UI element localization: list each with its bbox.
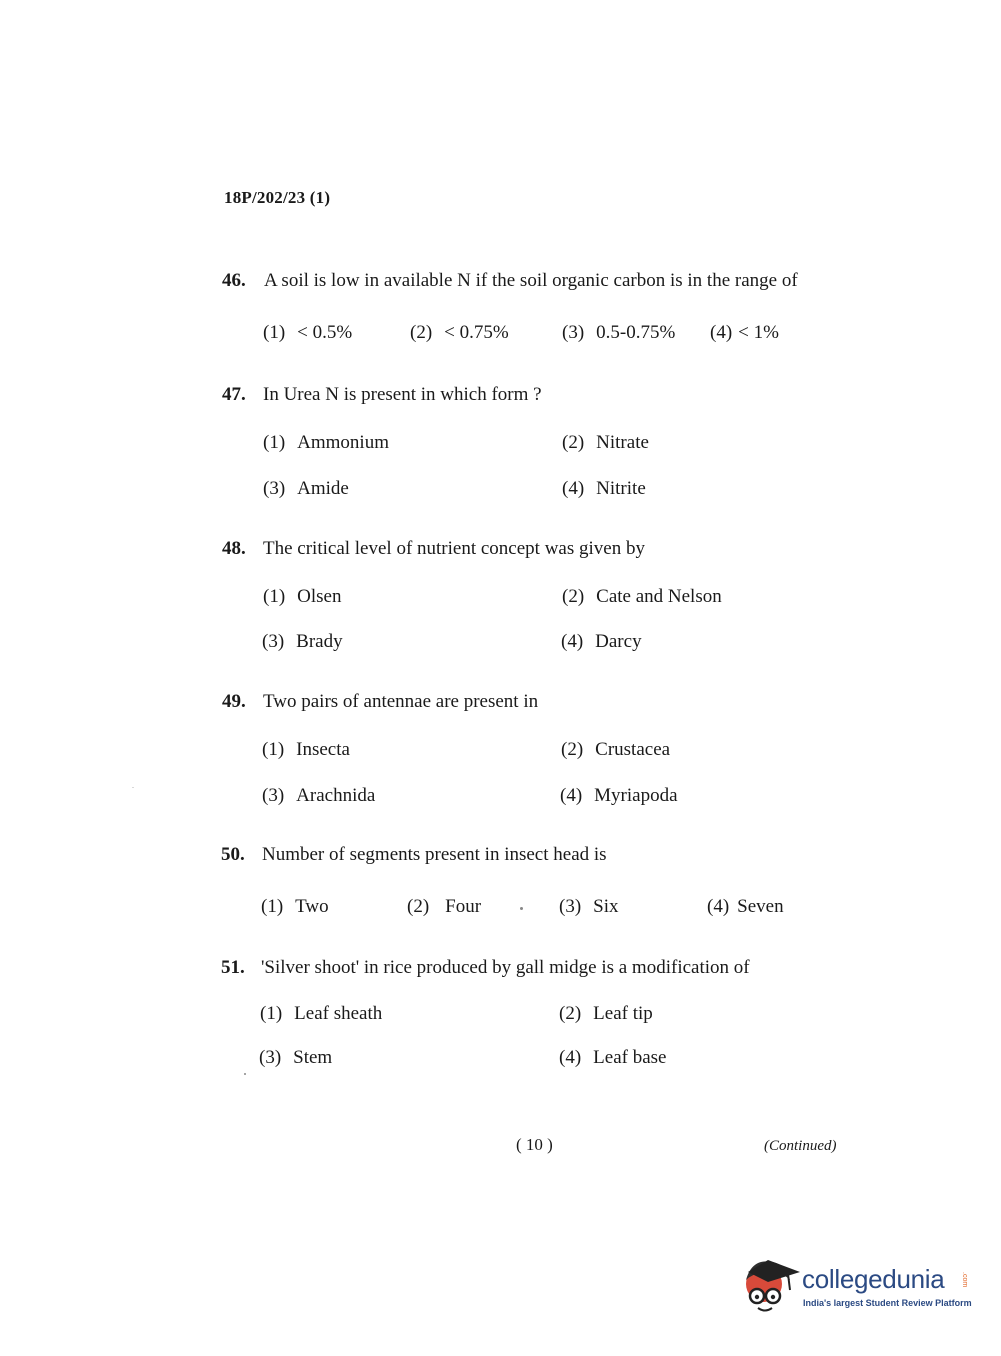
question-number: 47.: [222, 384, 246, 405]
option-label: (2): [562, 432, 585, 453]
option-text: Two: [295, 896, 329, 917]
option-label: (1): [260, 1003, 283, 1024]
option-text: Six: [593, 896, 619, 917]
option-text: Cate and Nelson: [596, 586, 722, 607]
option-text: Brady: [296, 631, 343, 652]
option-1: [263, 432, 389, 454]
question-number: 46.: [222, 270, 246, 291]
option-4: [561, 631, 642, 653]
option-text: Amide: [297, 478, 349, 499]
option-text: Arachnida: [296, 785, 376, 806]
option-label: (3): [262, 785, 285, 806]
option-2: [561, 739, 670, 761]
option-text: Ammonium: [297, 432, 389, 453]
option-2: [562, 586, 722, 608]
question-number: 50.: [221, 844, 245, 865]
brand-name: collegedunia: [802, 1264, 945, 1294]
option-3: [559, 896, 619, 918]
option-label: (4): [562, 478, 585, 499]
option-label: (4): [559, 1047, 582, 1068]
option-3: [562, 322, 675, 344]
scan-speck: [132, 787, 134, 788]
question-number: 49.: [222, 691, 246, 712]
option-text: Crustacea: [595, 739, 671, 760]
option-4: [710, 322, 779, 344]
page-number: ( 10 ): [516, 1135, 553, 1154]
option-label: (4): [707, 896, 730, 917]
option-text: Leaf sheath: [294, 1003, 383, 1024]
option-label: (1): [263, 322, 286, 343]
option-text: Nitrite: [596, 478, 646, 499]
question-text: 'Silver shoot' in rice produced by gall midge is a modification of: [261, 957, 750, 978]
scan-speck: [244, 1073, 246, 1075]
option-1: [263, 322, 352, 344]
option-text: Olsen: [297, 586, 342, 607]
option-text: Darcy: [595, 631, 642, 652]
brand-tagline: India's largest Student Review Platform: [803, 1298, 972, 1308]
option-text: Myriapoda: [594, 785, 678, 806]
collegedunia-watermark: [742, 1250, 972, 1320]
option-label: (1): [263, 586, 286, 607]
question-text: In Urea N is present in which form ?: [263, 384, 542, 405]
question-number: 51.: [221, 957, 245, 978]
option-3: [262, 631, 343, 653]
option-1: [263, 586, 341, 608]
option-label: (1): [263, 432, 286, 453]
paper-code: 18P/202/23 (1): [224, 188, 331, 207]
option-text: < 0.5%: [297, 322, 353, 343]
option-label: (4): [561, 631, 584, 652]
option-label: (3): [263, 478, 286, 499]
question-text: A soil is low in available N if the soil organic carbon is in the range of: [264, 270, 798, 291]
option-label: (3): [259, 1047, 282, 1068]
option-4: [562, 478, 646, 500]
option-2: [562, 432, 649, 454]
question-text: The critical level of nutrient concept was given by: [263, 538, 645, 559]
option-text: Insecta: [296, 739, 350, 760]
option-text: Nitrate: [596, 432, 649, 453]
option-label: (2): [407, 896, 430, 917]
option-text: Leaf tip: [593, 1003, 653, 1024]
option-3: [263, 478, 349, 500]
option-2: [410, 322, 509, 344]
option-1: [261, 896, 329, 918]
option-text: < 1%: [738, 322, 779, 343]
option-label: (2): [559, 1003, 582, 1024]
option-label: (3): [559, 896, 582, 917]
option-3: [262, 785, 375, 807]
option-text: Seven: [737, 896, 784, 917]
option-text: Leaf base: [593, 1047, 667, 1068]
option-text: Stem: [293, 1047, 333, 1068]
option-label: (2): [561, 739, 584, 760]
option-label: (1): [261, 896, 284, 917]
option-label: (3): [262, 631, 285, 652]
option-text: < 0.75%: [444, 322, 509, 343]
option-4: [707, 896, 784, 918]
option-label: (4): [710, 322, 733, 343]
option-text: Four: [445, 896, 482, 917]
mascot-icon: [742, 1250, 802, 1320]
option-label: (2): [410, 322, 433, 343]
brand-domain-suffix: .com: [961, 1272, 968, 1288]
option-label: (2): [562, 586, 585, 607]
option-3: [259, 1047, 332, 1069]
continued-note: (Continued): [764, 1138, 837, 1154]
option-text: 0.5-0.75%: [596, 322, 676, 343]
scan-speck: [520, 907, 523, 910]
option-4: [560, 785, 678, 807]
option-label: (4): [560, 785, 583, 806]
option-label: (1): [262, 739, 285, 760]
option-1: [260, 1003, 382, 1025]
option-label: (3): [562, 322, 585, 343]
question-text: Two pairs of antennae are present in: [263, 691, 539, 712]
option-1: [262, 739, 350, 761]
option-2: [407, 896, 481, 918]
question-number: 48.: [222, 538, 246, 559]
option-2: [559, 1003, 653, 1025]
option-4: [559, 1047, 666, 1069]
question-text: Number of segments present in insect head is: [262, 844, 607, 865]
